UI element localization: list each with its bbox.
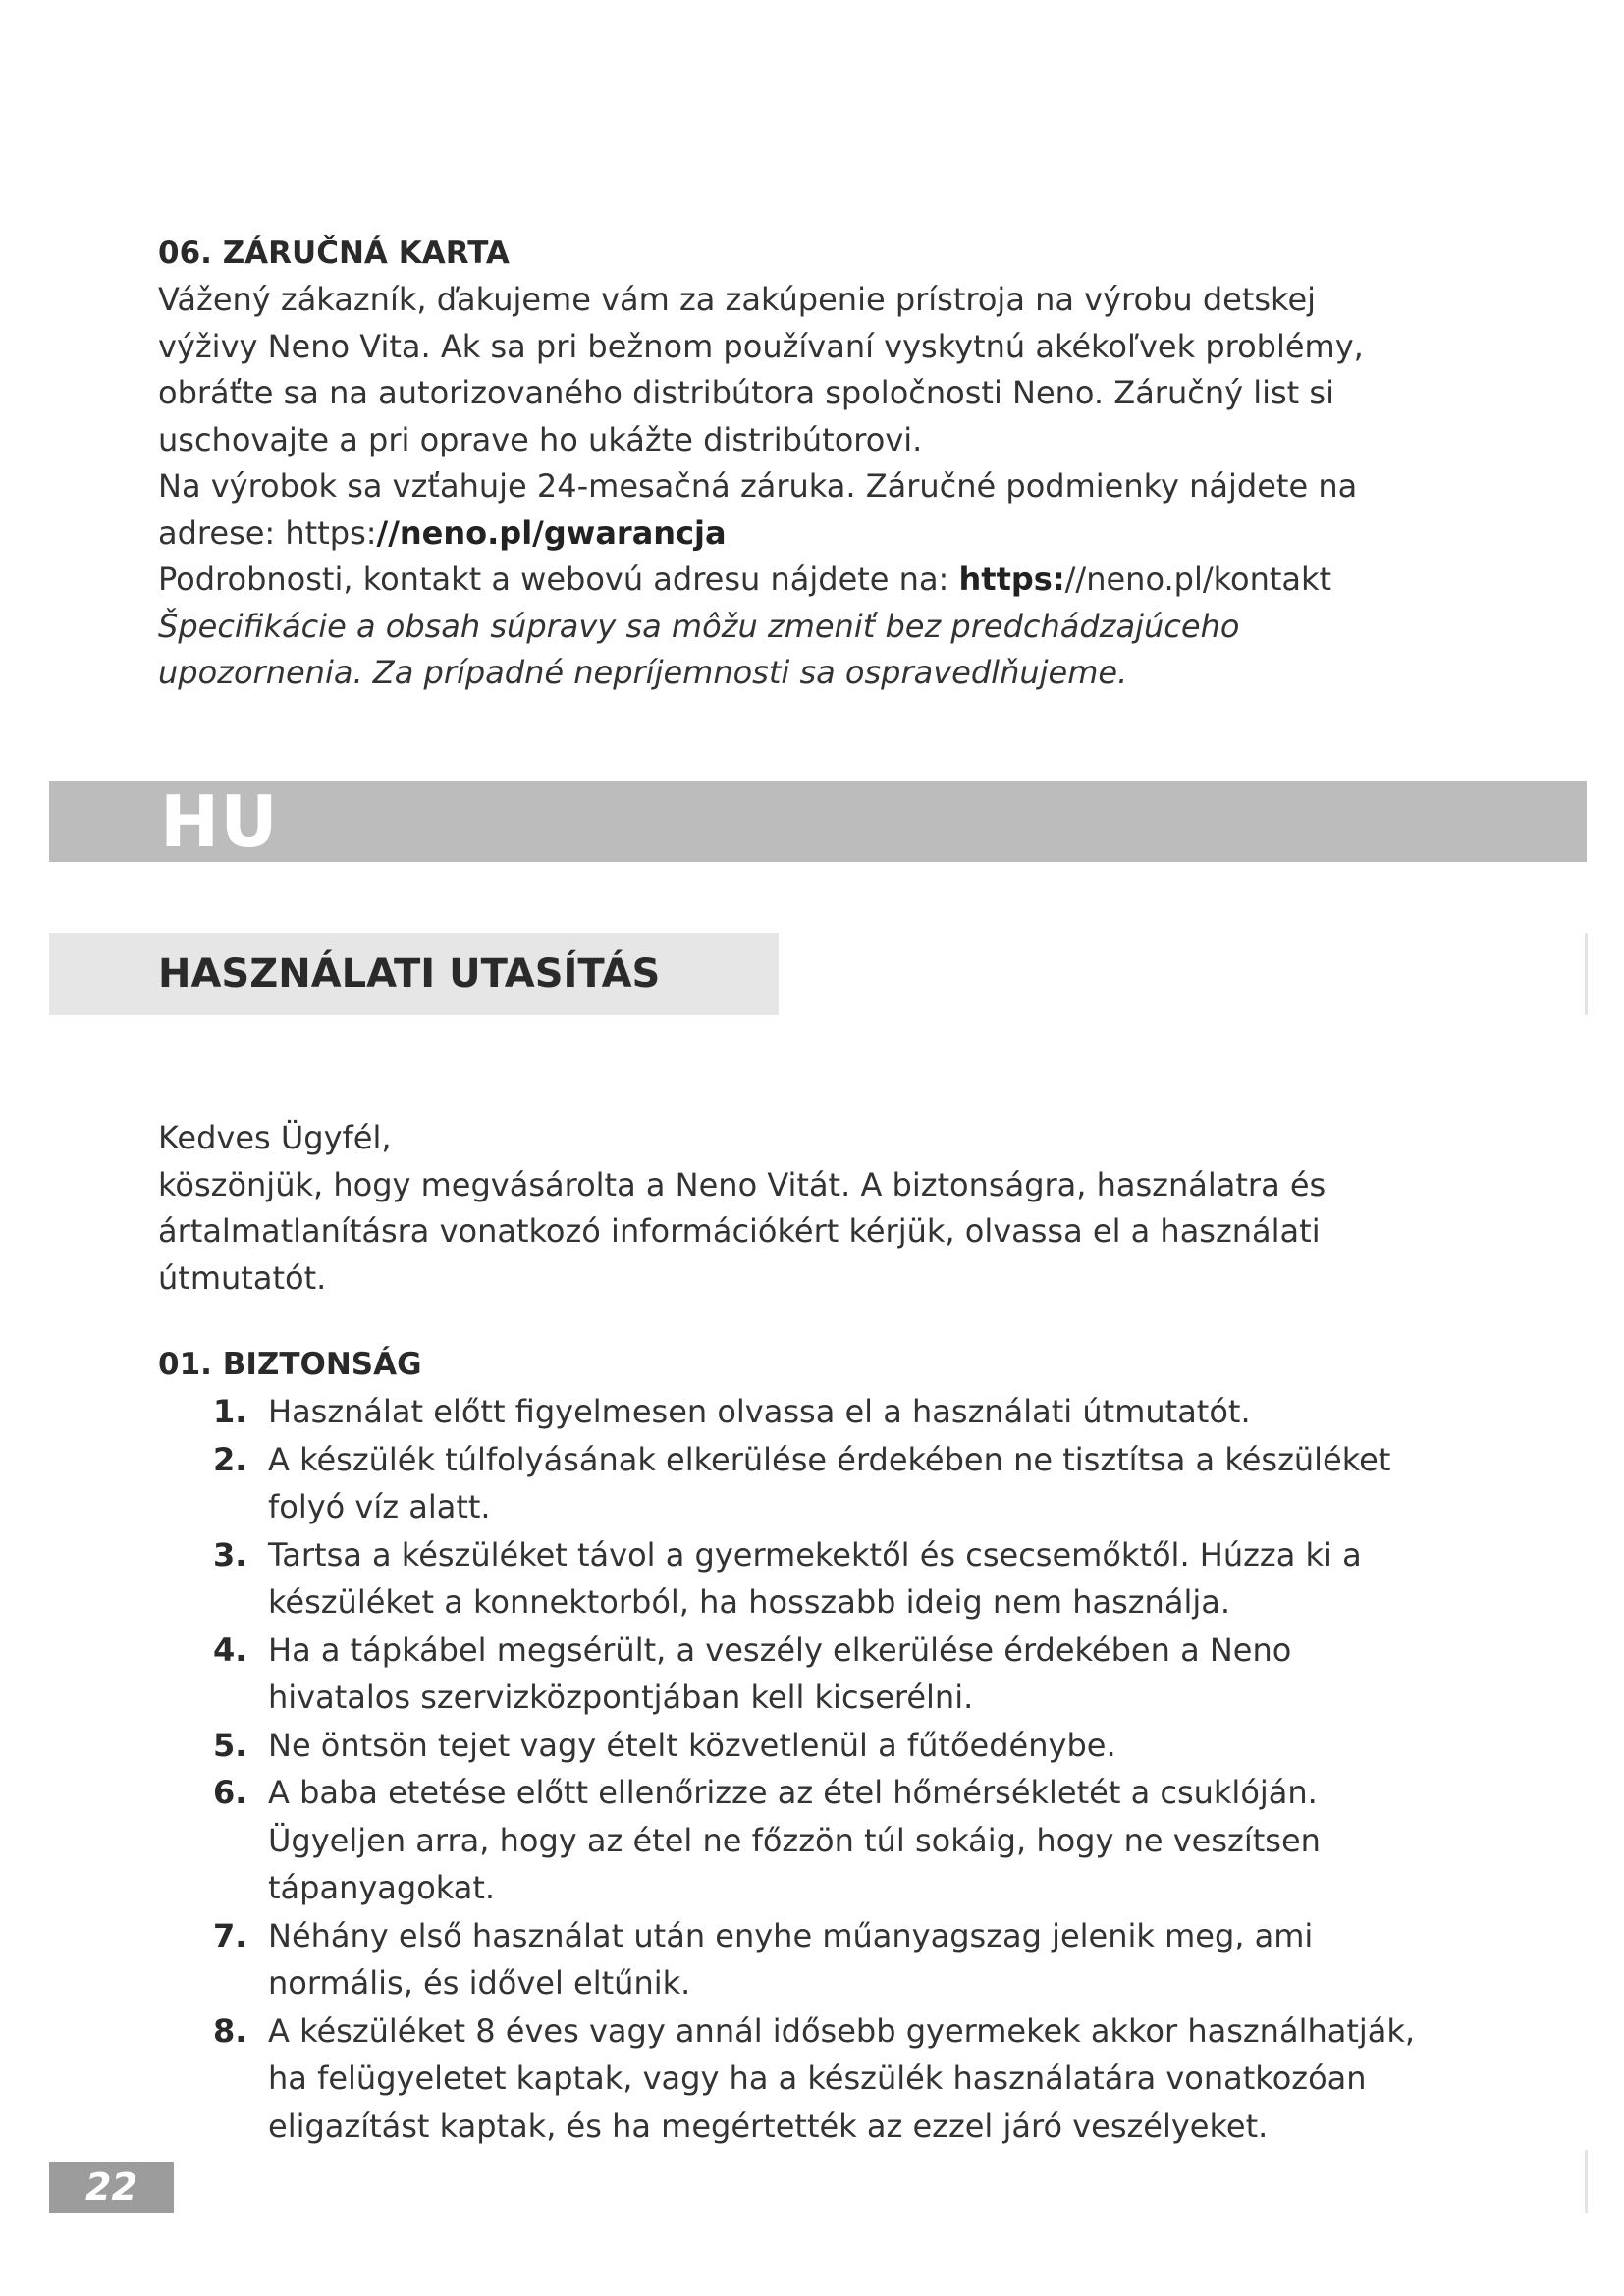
warranty-heading: 06. ZÁRUČNÁ KARTA <box>158 236 510 271</box>
safety-item <box>158 1769 1435 1912</box>
safety-item-number: 3. <box>213 1535 247 1574</box>
contact-link[interactable]: //neno.pl/kontakt <box>1064 561 1332 598</box>
safety-item <box>158 1912 1435 2007</box>
warranty-terms-link[interactable]: //neno.pl/gwarancja <box>376 513 727 552</box>
safety-item-text: Néhány első használat után enyhe műanyagszag jelenik meg, ami normális, és idővel eltűnik. <box>268 1916 1314 2002</box>
safety-item-number: 5. <box>213 1726 247 1764</box>
safety-heading: 01. BIZTONSÁG <box>158 1347 422 1382</box>
safety-list <box>158 1388 1435 2150</box>
safety-item-number: 1. <box>213 1393 247 1430</box>
safety-item-text: Tartsa a készüléket távol a gyermekektől és csecsemőktől. Húzza ki a készüléket a konnektorból, ha hosszabb ideig nem használja. <box>268 1535 1362 1621</box>
language-banner-label: HU <box>160 780 279 863</box>
safety-item-number: 4. <box>213 1630 247 1669</box>
intro-greeting: Kedves Ügyfél, <box>158 1119 392 1156</box>
intro-text: köszönjük, hogy megvásárolta a Neno Vitát. A biztonságra, használatra és ártalmatlanításra vonatkozó információkért kérjük, olvassa el a használati útmutatót. <box>158 1165 1326 1297</box>
language-banner <box>49 781 1587 862</box>
safety-item-text: Ne öntsön tejet vagy ételt közvetlenül a fűtőedénybe. <box>268 1726 1116 1764</box>
warranty-paragraph: Vážený zákazník, ďakujeme vám za zakúpenie prístroja na výrobu detskej výživy Neno Vita. Ak sa pri bežnom používaní vyskytnú akékoľvek problémy, obráťte sa na autorizovaného distribútora spoločnosti Neno. Záručný list si uschovajte a pri oprave ho ukážte distribútorovi. <box>158 281 1364 458</box>
safety-item-number: 2. <box>213 1440 247 1478</box>
intro-section <box>158 1115 1395 1302</box>
right-edge-mark <box>1585 933 1588 1015</box>
safety-item <box>158 1531 1435 1627</box>
safety-item-text: Használat előtt figyelmesen olvassa el a használati útmutatót. <box>268 1393 1251 1430</box>
safety-item <box>158 1627 1435 1722</box>
safety-item <box>158 1436 1435 1531</box>
safety-item-text: A készüléket 8 éves vagy annál idősebb gyermekek akkor használhatják, ha felügyeletet kaptak, vagy ha a készülék használatára vonatkozóan eligazítást kaptak, és ha megértették az ezzel járó veszélyeket. <box>268 2011 1416 2145</box>
safety-item-number: 6. <box>213 1774 247 1811</box>
page-number-badge <box>49 2162 174 2213</box>
warranty-section <box>158 230 1395 697</box>
safety-item-text: A készülék túlfolyásának elkerülése érdekében ne tisztítsa a készüléket folyó víz alatt. <box>268 1440 1391 1525</box>
manual-title-box <box>49 933 779 1015</box>
safety-item-number: 8. <box>213 2011 247 2050</box>
safety-item-number: 7. <box>213 1916 247 1954</box>
right-edge-mark <box>1585 2150 1588 2213</box>
page-number: 22 <box>85 2165 137 2209</box>
disclaimer-note: Špecifikácie a obsah súpravy sa môžu zmeniť bez predchádzajúceho upozornenia. Za prípadné nepríjemnosti sa ospravedlňujeme. <box>158 607 1240 691</box>
contact-link-scheme[interactable]: https: <box>958 561 1065 598</box>
warranty-terms-text: Na výrobok sa vzťahuje 24-mesačná záruka. Záručné podmienky nájdete na adrese: https: <box>158 467 1358 552</box>
safety-item-text: A baba etetése előtt ellenőrizze az étel hőmérsékletét a csuklóján. Ügyeljen arra, hogy az étel ne főzzön túl sokáig, hogy ne veszítsen tápanyagokat. <box>268 1774 1321 1906</box>
contact-paragraph <box>158 557 1395 604</box>
safety-item <box>158 2007 1435 2151</box>
safety-section <box>158 1341 1435 2150</box>
safety-item-text: Ha a tápkábel megsérült, a veszély elkerülése érdekében a Neno hivatalos szervizközpontjában kell kicserélni. <box>268 1630 1292 1716</box>
contact-text: Podrobnosti, kontakt a webovú adresu nájdete na: <box>158 561 959 598</box>
safety-item <box>158 1722 1435 1770</box>
safety-item <box>158 1388 1435 1436</box>
warranty-terms-paragraph <box>158 463 1395 557</box>
manual-title: HASZNÁLATI UTASÍTÁS <box>158 951 661 996</box>
warranty-body <box>158 277 1395 697</box>
